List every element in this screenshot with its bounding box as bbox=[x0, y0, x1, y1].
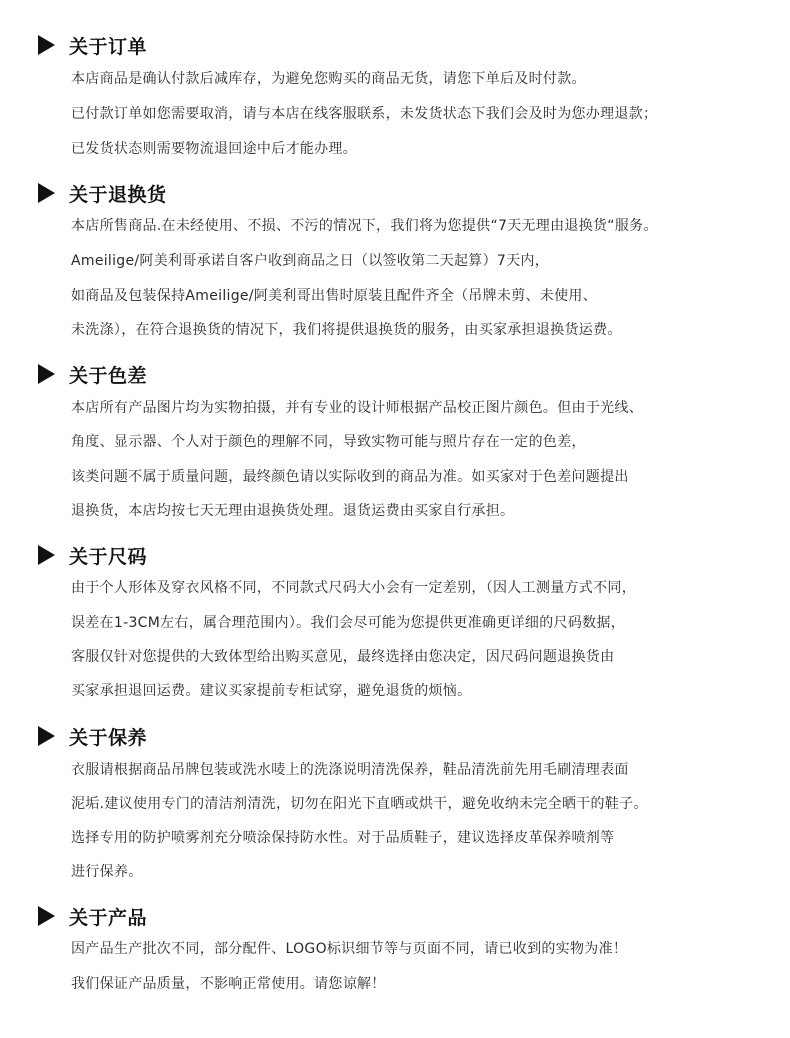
section-heading bbox=[38, 722, 147, 750]
section-heading bbox=[38, 31, 147, 59]
paragraph-line: 已发货状态则需要物流退回途中后才能办理。 bbox=[71, 141, 357, 157]
paragraph-line: 客服仅针对您提供的大致体型给出购买意见，最终选择由您决定，因尺码问题退换货由 bbox=[71, 649, 615, 665]
paragraph-line: 本店所有产品图片均为实物拍摄，并有专业的设计师根据产品校正图片颜色。但由于光线、 bbox=[71, 400, 643, 416]
triangle-bullet-icon bbox=[38, 726, 55, 746]
paragraph-line: 本店商品是确认付款后减库存，为避免您购买的商品无货，请您下单后及时付款。 bbox=[71, 71, 586, 87]
paragraph-line: 角度、显示器、个人对于颜色的理解不同，导致实物可能与照片存在一定的色差， bbox=[71, 434, 586, 450]
section-title: 关于退换货 bbox=[69, 183, 167, 206]
section-title: 关于订单 bbox=[69, 35, 148, 58]
paragraph-line: 未洗涤），在符合退换货的情况下，我们将提供退换货的服务，由买家承担退换货运费。 bbox=[71, 322, 622, 338]
paragraph-line: Ameilige/阿美利哥承诺自客户收到商品之日（以签收第二天起算）7天内， bbox=[71, 253, 550, 269]
paragraph-line: 买家承担退回运费。建议买家提前专柜试穿，避免退货的烦恼。 bbox=[71, 683, 472, 699]
paragraph-line: 衣服请根据商品吊牌包装或洗水唛上的洗涤说明清洗保养，鞋品清洗前先用毛刷清理表面 bbox=[71, 762, 629, 778]
section-heading bbox=[38, 360, 147, 388]
section-title: 关于产品 bbox=[69, 906, 148, 929]
section-heading bbox=[38, 179, 167, 207]
triangle-bullet-icon bbox=[38, 545, 55, 565]
paragraph-line: 如商品及包装保持Ameilige/阿美利哥出售时原装且配件齐全（吊牌未剪、未使用、 bbox=[71, 288, 598, 304]
paragraph-line: 泥垢.建议使用专门的清洁剂清洗，切勿在阳光下直晒或烘干，避免收纳未完全晒干的鞋子。 bbox=[71, 796, 648, 812]
paragraph-line: 由于个人形体及穿衣风格不同，不同款式尺码大小会有一定差别，（因人工测量方式不同， bbox=[71, 580, 636, 596]
paragraph-line: 进行保养。 bbox=[71, 864, 143, 880]
paragraph-line: 本店所售商品.在未经使用、不损、不污的情况下，我们将为您提供“7天无理由退换货“服务。 bbox=[71, 218, 658, 234]
section-heading bbox=[38, 902, 147, 930]
triangle-bullet-icon bbox=[38, 183, 55, 203]
section-heading bbox=[38, 541, 147, 569]
paragraph-line: 已付款订单如您需要取消，请与本店在线客服联系，未发货状态下我们会及时为您办理退款； bbox=[71, 106, 658, 122]
paragraph-line: 退换货，本店均按七天无理由退换货处理。退货运费由买家自行承担。 bbox=[71, 503, 515, 519]
paragraph-line: 误差在1-3CM左右，属合理范围内）。我们会尽可能为您提供更准确更详细的尺码数据， bbox=[71, 615, 626, 631]
section-title: 关于色差 bbox=[69, 364, 148, 387]
section-title: 关于尺码 bbox=[69, 545, 148, 568]
paragraph-line: 该类问题不属于质量问题，最终颜色请以实际收到的商品为准。如买家对于色差问题提出 bbox=[71, 469, 629, 485]
paragraph-line: 选择专用的防护喷雾剂充分喷涂保持防水性。对于品质鞋子，建议选择皮革保养喷剂等 bbox=[71, 830, 615, 846]
triangle-bullet-icon bbox=[38, 364, 55, 384]
section-title: 关于保养 bbox=[69, 726, 148, 749]
triangle-bullet-icon bbox=[38, 35, 55, 55]
paragraph-line: 因产品生产批次不同，部分配件、LOGO标识细节等与页面不同，请已收到的实物为准！ bbox=[71, 941, 628, 957]
triangle-bullet-icon bbox=[38, 906, 55, 926]
paragraph-line: 我们保证产品质量，不影响正常使用。请您谅解！ bbox=[71, 976, 386, 992]
